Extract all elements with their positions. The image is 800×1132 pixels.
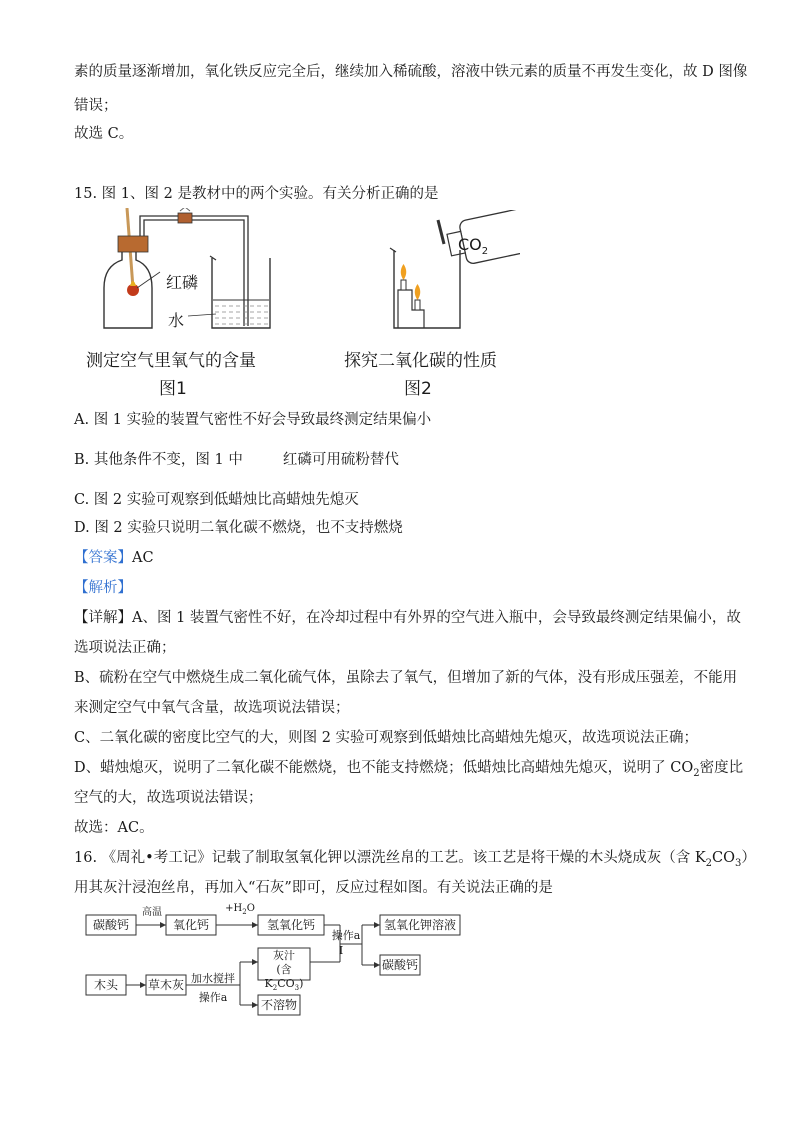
- answer-line: [74, 548, 154, 568]
- analysis-tag: 【解析】: [74, 580, 132, 596]
- option-b-pre: B. 其他条件不变，图 1 中: [74, 452, 243, 468]
- option-c: C. 图 2 实验可观察到低蜡烛比高蜡烛先熄灭: [74, 492, 359, 508]
- flow-lye-co: CO: [277, 977, 295, 990]
- option-d: D. 图 2 实验只说明二氧化碳不燃烧，也不支持燃烧: [74, 520, 403, 536]
- label-red-phosphorus: 红磷: [166, 273, 199, 292]
- detail-line-2: 选项说法正确；: [74, 640, 176, 656]
- flow-koh: 氢氧化钾溶液: [383, 918, 456, 932]
- flow-add-water-o: O: [246, 903, 255, 914]
- flow-add-water-sub: 2: [242, 908, 247, 916]
- flow-wood: 木头: [93, 978, 118, 992]
- answer-tag: 【答案】: [74, 550, 132, 566]
- flow-lye-close: ): [299, 977, 304, 990]
- flow-caco3: 碳酸钙: [92, 918, 129, 932]
- prev-text-line3: 故选 C。: [74, 126, 134, 142]
- detail-line-5: C、二氧化碳的密度比空气的大，则图 2 实验可观察到低蜡烛比高蜡烛先熄灭，故选项说法正确；: [74, 730, 699, 746]
- flow-ash: 草木灰: [147, 978, 184, 992]
- flow-lye: [258, 949, 310, 995]
- flow-lye-formula: [258, 963, 310, 995]
- flow-lye-title: 灰汁: [273, 949, 295, 962]
- q16-stem-pre: 16. 《周礼•考工记》记载了制取氢氧化钾以漂洗丝帛的工艺。该工艺是将干燥的木头烧成灰（含 K: [74, 850, 706, 866]
- flow-lye-k: (含K: [264, 963, 292, 990]
- co2-text: CO: [458, 235, 482, 254]
- flow-add-water: [220, 903, 260, 916]
- option-b-post: 红磷可用硫粉替代: [282, 452, 399, 468]
- flow-caoh2: 氢氧化钙: [266, 918, 315, 932]
- figure2-diagram: [380, 210, 520, 335]
- flow-op-a: 操作a: [331, 929, 361, 942]
- flow-op-i: I: [338, 944, 344, 957]
- answer-value: AC: [132, 550, 154, 566]
- option-a: A. 图 1 实验的装置气密性不好会导致最终测定结果偏小: [74, 412, 432, 428]
- figure2-number: 图2: [404, 379, 432, 399]
- flow-op-a2: 操作a: [198, 991, 228, 1004]
- flow-high-temp: 高温: [142, 907, 162, 918]
- detail-line-8: 故选：AC。: [74, 820, 154, 836]
- flow-caco3-out: 碳酸钙: [381, 958, 418, 972]
- option-b: [74, 450, 399, 470]
- q16-stem-line1: [74, 848, 756, 874]
- detail-line-3: B、硫粉在空气中燃烧生成二氧化硫气体，虽除去了氧气，但增加了新的气体，没有形成压强差，不能用: [74, 670, 738, 686]
- flow-stir: 加水搅拌: [191, 972, 235, 985]
- q16-stem-sub2: 3: [735, 857, 742, 869]
- figure2-caption: 探究二氧化碳的性质: [344, 351, 497, 371]
- q16-stem-post: ）: [741, 850, 756, 866]
- detail-line-6: [74, 758, 743, 784]
- q16-stem-line2: 用其灰汁浸泡丝帛，再加入“石灰”即可，反应过程如图。有关说法正确的是: [74, 880, 553, 896]
- label-water: 水: [168, 311, 185, 330]
- q15-stem: 15. 图 1、图 2 是教材中的两个实验。有关分析正确的是: [74, 186, 439, 202]
- detail-line-7: 空气的大，故选项说法错误；: [74, 790, 263, 806]
- co2-subscript: 2: [481, 246, 489, 258]
- figure1-caption: 测定空气里氧气的含量: [86, 351, 256, 371]
- flow-cao: 氧化钙: [172, 918, 209, 932]
- detail-line-6-tail: 密度比: [699, 760, 744, 776]
- figure1-number: 图1: [159, 379, 187, 399]
- detail-line-1: 【详解】A、图 1 装置气密性不好，在冷却过程中有外界的空气进入瓶中，会导致最终测定结果偏小，故: [74, 610, 741, 626]
- q16-stem-sub1: 2: [705, 857, 713, 869]
- flow-lye-sub1: 2: [272, 984, 278, 993]
- prev-text-line1: 素的质量逐渐增加，氧化铁反应完全后，继续加入稀硫酸，溶液中铁元素的质量不再发生变化，故 D 图像: [74, 64, 748, 80]
- flow-add-water-h: +H: [225, 903, 243, 914]
- detail-line-4: 来测定空气中氧气含量，故选项说法错误；: [74, 700, 350, 716]
- detail-line-6-sub: 2: [693, 767, 700, 779]
- label-co2: [458, 235, 488, 257]
- flow-lye-sub2: 3: [294, 984, 300, 993]
- q16-stem-mid: CO: [712, 850, 736, 866]
- detail-line-6-text: D、蜡烛熄灭，说明了二氧化碳不能燃烧，也不能支持燃烧；低蜡烛比高蜡烛先熄灭，说明了 CO: [74, 760, 694, 776]
- prev-text-line2: 错误；: [74, 98, 118, 114]
- flow-insoluble: 不溶物: [260, 998, 297, 1012]
